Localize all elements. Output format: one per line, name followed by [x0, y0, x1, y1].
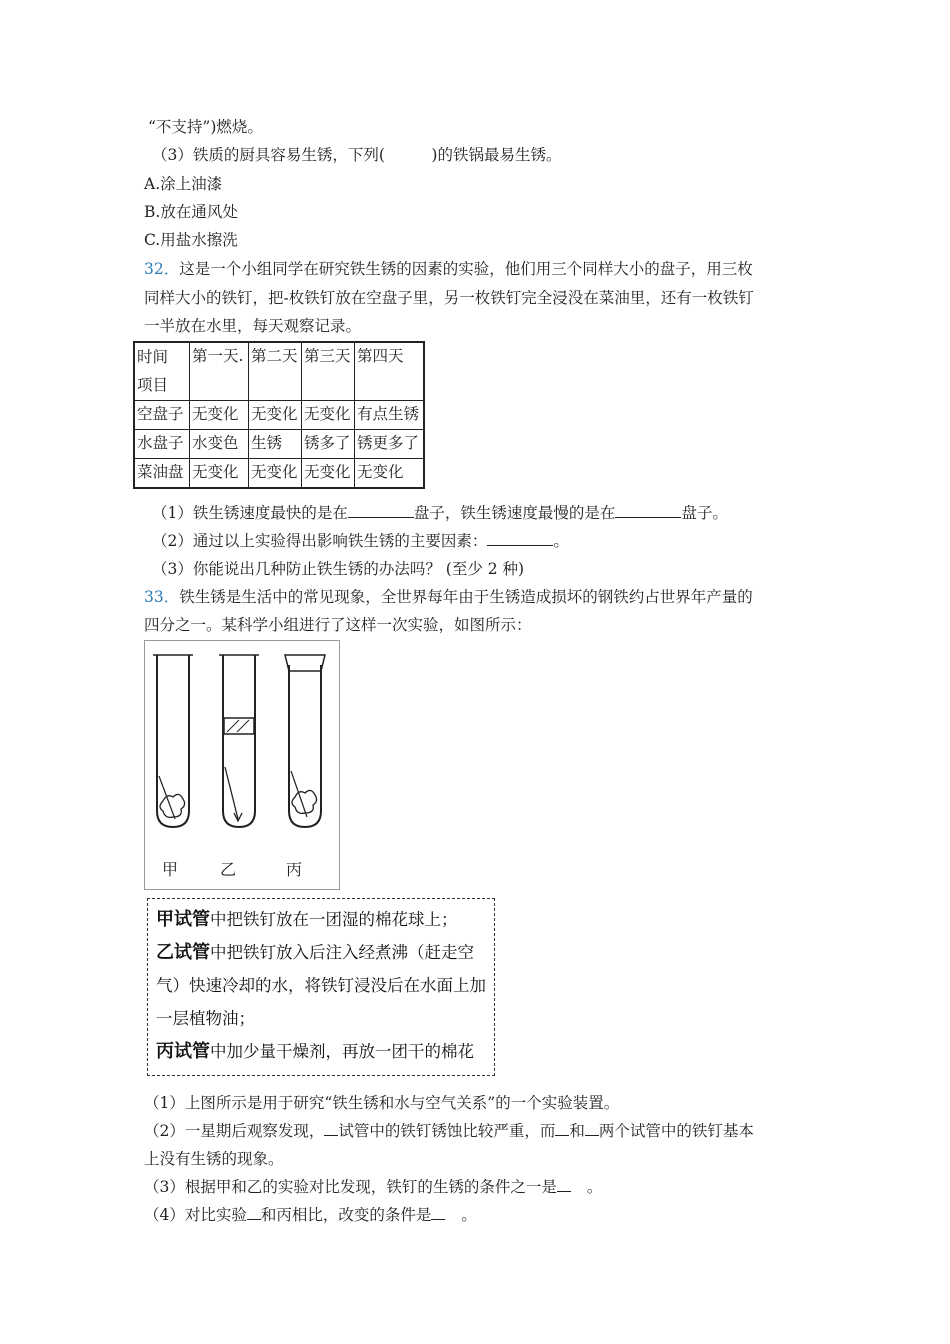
q32-sub-2-text-b: 。 [553, 532, 569, 550]
table-cell: 生锈 [249, 430, 302, 459]
table-cell: 有点生锈 [355, 401, 425, 430]
desc-bing-text: 中加少量干燥剂，再放一团干的棉花 [210, 1042, 474, 1061]
q33-sub-2-cont: 上没有生锈的现象。 [144, 1150, 284, 1168]
q33-text-1: 铁生锈是生活中的常见现象，全世界每年由于生锈造成损坏的钢铁约占世界年产量的 [179, 588, 753, 606]
desc-yi-3: 一层植物油； [156, 1009, 255, 1028]
option-c: C.用盐水擦洗 [144, 231, 238, 249]
q33-sub-4-text-b: 和丙相比，改变的条件是 [260, 1206, 432, 1224]
q33-sub-2-text-a: （2）一星期后观察发现， [144, 1122, 325, 1140]
answer-blank[interactable] [348, 503, 414, 518]
answer-blank[interactable] [585, 1121, 599, 1136]
q33-sub-4-text-c: 。 [461, 1206, 477, 1224]
answer-blank[interactable] [557, 1177, 571, 1192]
question-3-stem: （3）铁质的厨具容易生锈，下列( )的铁锅最易生锈。 [152, 146, 562, 164]
answer-blank[interactable] [487, 531, 553, 546]
q33-sub-1: （1）上图所示是用于研究“铁生锈和水与空气关系”的一个实验装置。 [144, 1094, 620, 1112]
table-cell: 无变化 [302, 401, 355, 430]
desc-yi-2: 气）快速冷却的水，将铁钉浸没后在水面上加 [156, 976, 486, 995]
day-3-header: 第三天 [302, 342, 355, 401]
q32-line-2: 同样大小的铁钉，把-枚铁钉放在空盘子里，另一枚铁钉完全浸没在菜油里，还有一枚铁钉 [144, 289, 754, 307]
q32-sub-2-text-a: （2）通过以上实验得出影响铁生锈的主要因素： [152, 532, 488, 550]
table-row [134, 401, 424, 430]
q33-sub-4-text-a: （4）对比实验 [144, 1206, 247, 1224]
answer-blank[interactable] [555, 1121, 569, 1136]
table-cell: 锈多了 [302, 430, 355, 459]
rust-observation-table [133, 341, 425, 489]
header-time-label: 时间 [137, 348, 169, 366]
day-1-header: 第一天. [190, 342, 249, 401]
row-label-oil-plate: 菜油盘 [134, 459, 190, 489]
q33-sub-3 [144, 1177, 602, 1197]
desc-jia [156, 903, 486, 936]
tube-yi [223, 655, 255, 827]
row-label-empty-plate: 空盘子 [134, 401, 190, 430]
q32-sub-1-text-c: 盘子。 [681, 504, 728, 522]
stopper-bing [285, 655, 325, 671]
desc-bing [156, 1035, 486, 1068]
nail-yi [225, 767, 238, 819]
q32-sub-1-text-b: 盘子，铁生锈速度最慢的是在 [413, 504, 616, 522]
desc-jia-lead: 甲试管 [156, 909, 210, 930]
answer-blank[interactable] [615, 503, 681, 518]
q32-line-1 [144, 259, 753, 279]
desc-bing-lead: 丙试管 [156, 1041, 210, 1062]
nail-bing [291, 771, 307, 817]
desc-yi [156, 936, 486, 969]
q32-line-3: 一半放在水里，每天观察记录。 [144, 317, 362, 335]
tube-label-bing: 丙 [286, 860, 303, 879]
q32-number: 32． [144, 260, 180, 278]
q32-sub-1 [152, 503, 728, 523]
q32-sub-2 [152, 531, 569, 551]
desc-yi-text-1: 中把铁钉放入后注入经煮沸（赶走空 [210, 943, 474, 962]
q32-sub-3: （3）你能说出几种防止铁生锈的办法吗？ (至少 2 种) [152, 560, 525, 578]
table-row [134, 430, 424, 459]
answer-blank[interactable] [431, 1205, 445, 1220]
q33-sub-3-text-a: （3）根据甲和乙的实验对比发现，铁钉的生锈的条件之一是 [144, 1178, 557, 1196]
table-cell: 无变化 [249, 459, 302, 489]
q33-sub-2-text-b: 试管中的铁钉锈蚀比较严重，而 [338, 1122, 556, 1140]
table-cell: 锈更多了 [355, 430, 425, 459]
row-label-water-plate: 水盘子 [134, 430, 190, 459]
answer-blank[interactable] [324, 1121, 338, 1136]
desc-yi-lead: 乙试管 [156, 942, 210, 963]
q33-sub-2-text-d: 两个试管中的铁钉基本 [598, 1122, 754, 1140]
q33-sub-2-text-c: 和 [569, 1122, 585, 1140]
option-b: B.放在通风处 [144, 203, 238, 221]
header-corner-cell [134, 342, 190, 401]
table-cell: 水变色 [190, 430, 249, 459]
table-cell: 无变化 [190, 401, 249, 430]
q33-sub-4 [144, 1205, 477, 1225]
header-item-label: 项目 [137, 376, 169, 394]
experiment-description-box [147, 898, 495, 1076]
answer-blank[interactable] [247, 1205, 261, 1220]
table-row [134, 459, 424, 489]
tube-label-yi: 乙 [220, 860, 237, 879]
table-cell: 无变化 [249, 401, 302, 430]
q33-line-2: 四分之一。某科学小组进行了这样一次实验，如图所示： [144, 616, 532, 634]
text-line-support: “不支持”)燃烧。 [148, 118, 263, 136]
cotton-jia [160, 794, 185, 817]
test-tubes-illustration [145, 641, 339, 889]
tube-label-jia: 甲 [162, 860, 179, 879]
q32-sub-1-text-a: （1）铁生锈速度最快的是在 [152, 504, 348, 522]
day-4-header: 第四天 [355, 342, 425, 401]
q33-line-1 [144, 587, 753, 607]
desc-jia-text: 中把铁钉放在一团湿的棉花球上； [210, 910, 458, 929]
q33-sub-2 [144, 1121, 754, 1141]
q33-number: 33． [144, 588, 180, 606]
table-header-row [134, 342, 424, 401]
day-2-header: 第二天 [249, 342, 302, 401]
table-cell: 无变化 [302, 459, 355, 489]
q33-sub-3-text-b: 。 [586, 1178, 603, 1196]
test-tube-figure [144, 640, 340, 890]
option-a: A.涂上油漆 [144, 175, 223, 193]
table-cell: 无变化 [190, 459, 249, 489]
q32-text-1: 这是一个小组同学在研究铁生锈的因素的实验，他们用三个同样大小的盘子，用三枚 [179, 260, 753, 278]
table-cell: 无变化 [355, 459, 425, 489]
